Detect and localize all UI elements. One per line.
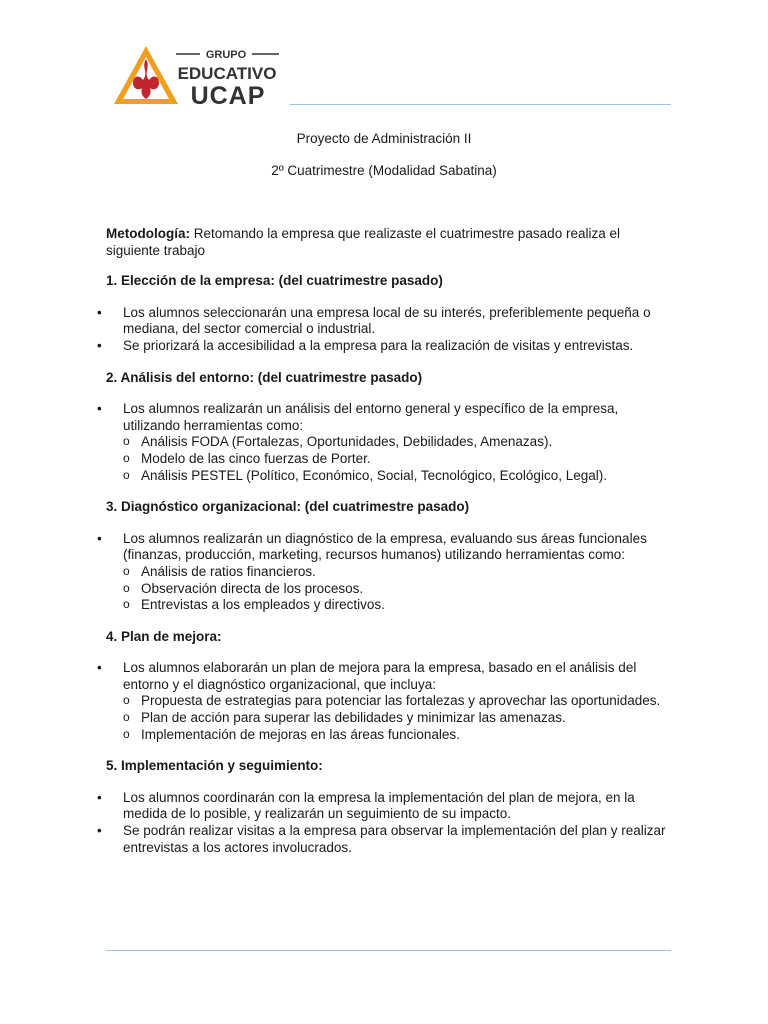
sub-list-item [123, 564, 666, 581]
footer-divider [106, 950, 671, 951]
section-title: 2. Análisis del entorno: (del cuatrimestre pasado) [106, 369, 423, 385]
bullet-icon: • [97, 660, 102, 676]
list-item-text: Los alumnos seleccionarán una empresa local de su interés, preferiblemente pequeña o mediana, del sector comercial o industrial. [123, 304, 651, 337]
sub-list-item-text: Análisis FODA (Fortalezas, Oportunidades, Debilidades, Amenazas). [141, 434, 553, 450]
intro-label: Metodología: [106, 226, 190, 241]
bullet-icon: • [97, 530, 102, 546]
sub-list-item [123, 597, 666, 614]
sub-list [123, 434, 666, 484]
page-title: Proyecto de Administración II [296, 131, 472, 146]
list-item-text: Los alumnos coordinarán con la empresa la implementación del plan de mejora, en la medida de lo posible, y realizarán un seguimiento de su impacto. [123, 789, 635, 822]
sub-list-item-text: Plan de acción para superar las debilidades y minimizar las amenazas. [141, 710, 566, 726]
sub-list-item [123, 693, 666, 710]
sub-list [123, 564, 666, 614]
sub-bullet-icon: o [123, 580, 130, 595]
sub-list-item-text: Implementación de mejoras en las áreas funcionales. [141, 726, 460, 742]
list-item [97, 401, 666, 484]
section-title: 5. Implementación y seguimiento: [106, 758, 323, 774]
bullet-list [97, 304, 666, 355]
sub-bullet-icon: o [123, 726, 130, 741]
bullet-icon: • [97, 823, 102, 839]
sub-bullet-icon: o [123, 450, 130, 465]
list-item-text: Los alumnos realizarán un análisis del entorno general y específico de la empresa, utilizando herramientas como: [123, 401, 619, 433]
sub-bullet-icon: o [123, 467, 130, 482]
sub-bullet-icon: o [123, 597, 130, 612]
sub-list-item-text: Modelo de las cinco fuerzas de Porter. [141, 450, 371, 466]
logo-line3: UCAP [190, 82, 266, 106]
section-title: 3. Diagnóstico organizacional: (del cuatrimestre pasado) [106, 499, 470, 515]
sub-bullet-icon: o [123, 693, 130, 708]
list-item [97, 823, 666, 856]
section-title: 4. Plan de mejora: [106, 628, 222, 644]
sub-list-item-text: Análisis de ratios financieros. [141, 563, 316, 579]
sub-bullet-icon: o [123, 563, 130, 578]
sub-bullet-icon: o [123, 434, 130, 449]
sub-list-item-text: Propuesta de estrategias para potenciar las fortalezas y aprovechar las oportunidades. [141, 693, 661, 709]
bullet-list [97, 660, 666, 743]
list-item [97, 304, 666, 338]
sub-list-item [123, 434, 666, 451]
sub-list-item-text: Entrevistas a los empleados y directivos. [141, 597, 385, 613]
bullet-list [97, 401, 666, 484]
list-item [97, 530, 666, 614]
bullet-icon: • [97, 304, 102, 320]
sub-bullet-icon: o [123, 710, 130, 725]
sub-list [123, 693, 666, 743]
header-divider [290, 104, 671, 105]
bullet-list [97, 530, 666, 614]
sub-list-item-text: Análisis PESTEL (Político, Económico, Social, Tecnológico, Ecológico, Legal). [141, 467, 607, 483]
sub-list-item [123, 581, 666, 598]
sub-list-item [123, 468, 666, 485]
logo-line2: EDUCATIVO [177, 64, 277, 83]
sub-list-item [123, 727, 666, 744]
list-item [97, 789, 666, 823]
list-item-text: Los alumnos elaborarán un plan de mejora para la empresa, basado en el análisis del entorno y el diagnóstico organizacional, que incluya: [123, 660, 637, 692]
bullet-icon: • [97, 401, 102, 417]
intro-text: Retomando la empresa que realizaste el cuatrimestre pasado realiza el siguiente trabajo [106, 226, 620, 258]
list-item-text: Los alumnos realizarán un diagnóstico de la empresa, evaluando sus áreas funcionales (finanzas, producción, marketing, recursos humanos) utilizando herramientas como: [123, 530, 647, 563]
sub-list-item-text: Observación directa de los procesos. [141, 580, 364, 596]
sub-list-item [123, 710, 666, 727]
ucap-logo [112, 44, 282, 106]
list-item [97, 337, 666, 355]
intro-paragraph [106, 226, 666, 259]
section-title: 1. Elección de la empresa: (del cuatrimestre pasado) [106, 273, 443, 289]
sub-list-item [123, 451, 666, 468]
bullet-list [97, 789, 666, 856]
page-subtitle: 2º Cuatrimestre (Modalidad Sabatina) [271, 163, 497, 178]
list-item [97, 660, 666, 743]
list-item-text: Se podrán realizar visitas a la empresa para observar la implementación del plan y realizar entrevistas a los actores involucrados. [123, 823, 666, 855]
list-item-text: Se priorizará la accesibilidad a la empresa para la realización de visitas y entrevistas. [123, 337, 634, 353]
bullet-icon: • [97, 337, 102, 353]
bullet-icon: • [97, 789, 102, 805]
document-body [97, 226, 666, 871]
logo-line1: GRUPO [205, 49, 247, 61]
